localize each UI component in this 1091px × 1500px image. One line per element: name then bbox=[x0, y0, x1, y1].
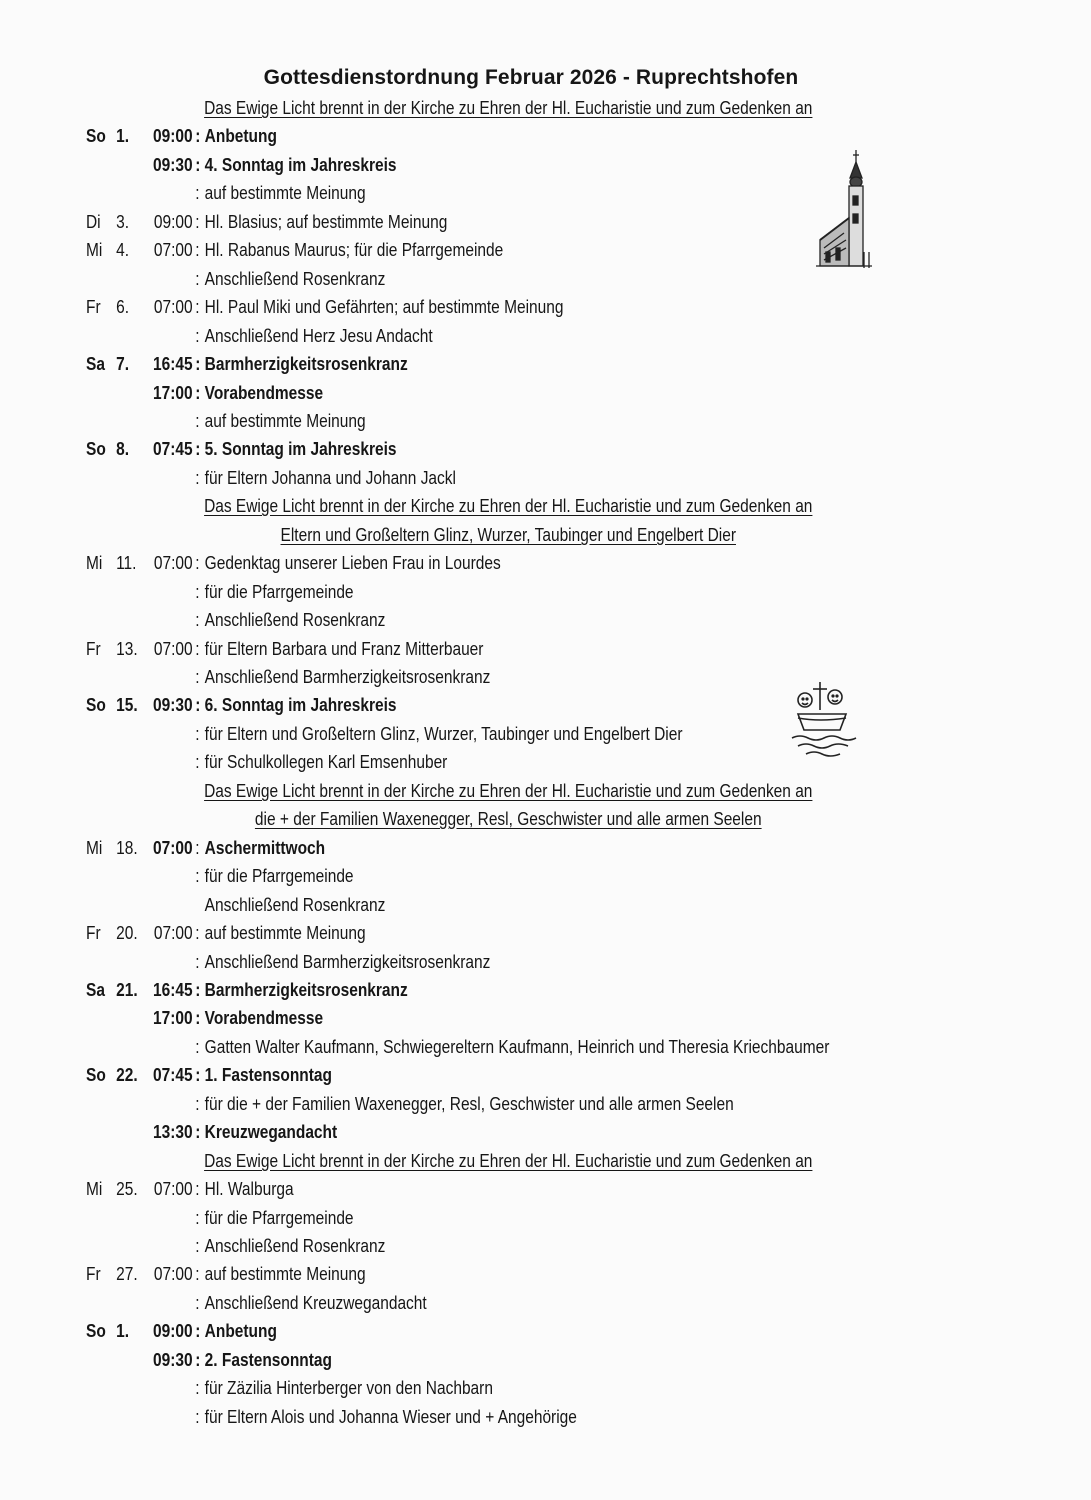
separator: : bbox=[195, 695, 201, 715]
separator: : bbox=[195, 838, 200, 858]
weekday: Mi bbox=[86, 838, 103, 858]
memorial-note-text: die + der Familien Waxenegger, Resl, Geschwister und alle armen Seelen bbox=[254, 809, 762, 829]
service-description: Anschließend Barmherzigkeitsrosenkranz bbox=[204, 952, 491, 972]
separator: : bbox=[195, 1008, 201, 1028]
service-time: 09:00 bbox=[153, 1321, 193, 1341]
separator: : bbox=[195, 439, 201, 459]
day-number: 4. bbox=[116, 240, 130, 260]
service-description: für die + der Familien Waxenegger, Resl, Geschwister und alle armen Seelen bbox=[204, 1094, 734, 1114]
service-description: Vorabendmesse bbox=[204, 1008, 324, 1028]
separator: : bbox=[195, 212, 200, 232]
separator: : bbox=[195, 1037, 200, 1057]
service-time: 07:00 bbox=[153, 838, 193, 858]
memorial-note-text: Das Ewige Licht brennt in der Kirche zu Ehren der Hl. Eucharistie und zum Gedenken an bbox=[204, 1151, 813, 1171]
weekday: So bbox=[86, 1065, 106, 1085]
separator: : bbox=[195, 1065, 201, 1085]
memorial-note bbox=[0, 777, 1017, 805]
service-time: 07:45 bbox=[153, 1065, 193, 1085]
service-description: auf bestimmte Meinung bbox=[204, 183, 366, 203]
service-time: 07:00 bbox=[153, 240, 193, 260]
day-number: 13. bbox=[116, 639, 138, 659]
service-time: 09:30 bbox=[153, 1350, 193, 1370]
day-number: 11. bbox=[116, 553, 137, 573]
memorial-note-text: Eltern und Großeltern Glinz, Wurzer, Taubinger und Engelbert Dier bbox=[280, 525, 736, 545]
separator: : bbox=[195, 1321, 201, 1341]
service-description: Anschließend Herz Jesu Andacht bbox=[204, 326, 433, 346]
separator: : bbox=[195, 1350, 201, 1370]
service-description: auf bestimmte Meinung bbox=[204, 411, 366, 431]
service-description: für Zäzilia Hinterberger von den Nachbarn bbox=[204, 1378, 493, 1398]
weekday: Sa bbox=[86, 354, 105, 374]
day-number: 27. bbox=[116, 1264, 138, 1284]
service-description: für Schulkollegen Karl Emsenhuber bbox=[204, 752, 448, 772]
separator: : bbox=[195, 1293, 200, 1313]
service-description: Gedenktag unserer Lieben Frau in Lourdes bbox=[204, 553, 501, 573]
service-description: 5. Sonntag im Jahreskreis bbox=[204, 439, 397, 459]
separator: : bbox=[195, 1094, 200, 1114]
weekday: Sa bbox=[86, 980, 105, 1000]
service-description: Hl. Rabanus Maurus; für die Pfarrgemeinde bbox=[204, 240, 504, 260]
memorial-note bbox=[0, 1147, 1017, 1175]
church-drawing bbox=[814, 148, 874, 270]
separator: : bbox=[195, 468, 200, 488]
separator: : bbox=[195, 126, 201, 146]
service-time: 17:00 bbox=[153, 383, 193, 403]
service-time: 09:00 bbox=[153, 212, 193, 232]
service-description: auf bestimmte Meinung bbox=[204, 1264, 366, 1284]
service-description: 4. Sonntag im Jahreskreis bbox=[204, 155, 397, 175]
separator: : bbox=[195, 1208, 200, 1228]
service-description: für die Pfarrgemeinde bbox=[204, 582, 354, 602]
separator: : bbox=[195, 667, 200, 687]
separator: : bbox=[195, 582, 200, 602]
service-description: Anschließend Rosenkranz bbox=[204, 610, 386, 630]
service-time: 07:00 bbox=[153, 923, 193, 943]
service-description: 1. Fastensonntag bbox=[204, 1065, 332, 1085]
memorial-note-text: Das Ewige Licht brennt in der Kirche zu Ehren der Hl. Eucharistie und zum Gedenken an bbox=[204, 496, 813, 516]
separator: : bbox=[195, 923, 200, 943]
separator: : bbox=[195, 1236, 200, 1256]
service-time: 16:45 bbox=[153, 980, 193, 1000]
service-description: für Eltern Alois und Johanna Wieser und + Angehörige bbox=[204, 1407, 577, 1427]
separator: : bbox=[195, 240, 200, 260]
separator: : bbox=[195, 752, 200, 772]
separator: : bbox=[195, 724, 200, 744]
memorial-note-text: Das Ewige Licht brennt in der Kirche zu Ehren der Hl. Eucharistie und zum Gedenken an bbox=[204, 781, 813, 801]
service-description: Kreuzwegandacht bbox=[204, 1122, 338, 1142]
service-description: Hl. Blasius; auf bestimmte Meinung bbox=[204, 212, 448, 232]
day-number: 6. bbox=[116, 297, 130, 317]
separator: : bbox=[195, 553, 200, 573]
separator: : bbox=[195, 269, 200, 289]
separator: : bbox=[195, 980, 201, 1000]
separator: : bbox=[195, 1122, 201, 1142]
separator: : bbox=[195, 639, 200, 659]
day-number: 1. bbox=[116, 1321, 130, 1341]
service-description: Anschließend Rosenkranz bbox=[204, 895, 386, 915]
separator: : bbox=[195, 411, 200, 431]
day-number: 20. bbox=[116, 923, 138, 943]
service-time: 09:30 bbox=[153, 155, 193, 175]
weekday: So bbox=[86, 695, 106, 715]
memorial-note bbox=[0, 492, 1017, 520]
service-time: 17:00 bbox=[153, 1008, 193, 1028]
day-number: 3. bbox=[116, 212, 130, 232]
separator: : bbox=[195, 610, 200, 630]
service-description: für die Pfarrgemeinde bbox=[204, 1208, 354, 1228]
weekday: Fr bbox=[86, 923, 101, 943]
weekday: Mi bbox=[86, 1179, 103, 1199]
separator: : bbox=[195, 155, 201, 175]
weekday: So bbox=[86, 439, 106, 459]
weekday: Mi bbox=[86, 240, 103, 260]
service-description: Hl. Walburga bbox=[204, 1179, 294, 1199]
day-number: 1. bbox=[116, 126, 130, 146]
separator: : bbox=[195, 297, 200, 317]
weekday: Di bbox=[86, 212, 101, 232]
service-description: Aschermittwoch bbox=[204, 838, 326, 858]
service-description: Anschließend Rosenkranz bbox=[204, 269, 386, 289]
service-description: Anbetung bbox=[204, 1321, 277, 1341]
service-time: 07:00 bbox=[153, 553, 193, 573]
day-number: 22. bbox=[116, 1065, 138, 1085]
separator: : bbox=[195, 1179, 200, 1199]
memorial-note bbox=[0, 805, 1017, 833]
service-description: Anschließend Kreuzwegandacht bbox=[204, 1293, 427, 1313]
day-number: 7. bbox=[116, 354, 130, 374]
memorial-note bbox=[0, 94, 1017, 122]
service-time: 13:30 bbox=[153, 1122, 193, 1142]
day-number: 21. bbox=[116, 980, 138, 1000]
service-description: für die Pfarrgemeinde bbox=[204, 866, 354, 886]
service-description: Gatten Walter Kaufmann, Schwiegereltern Kaufmann, Heinrich und Theresia Kriechbaumer bbox=[204, 1037, 830, 1057]
service-description: Anschließend Rosenkranz bbox=[204, 1236, 386, 1256]
separator: : bbox=[195, 1407, 200, 1427]
separator: : bbox=[195, 952, 200, 972]
service-time: 07:00 bbox=[153, 1264, 193, 1284]
day-number: 15. bbox=[116, 695, 138, 715]
service-description: 6. Sonntag im Jahreskreis bbox=[204, 695, 397, 715]
service-description: Hl. Paul Miki und Gefährten; auf bestimmte Meinung bbox=[204, 297, 564, 317]
weekday: So bbox=[86, 126, 106, 146]
separator: : bbox=[195, 1378, 200, 1398]
weekday: So bbox=[86, 1321, 106, 1341]
memorial-note-text: Das Ewige Licht brennt in der Kirche zu Ehren der Hl. Eucharistie und zum Gedenken an bbox=[204, 98, 813, 118]
weekday: Fr bbox=[86, 1264, 101, 1284]
service-description: Anschließend Barmherzigkeitsrosenkranz bbox=[204, 667, 491, 687]
separator: : bbox=[195, 383, 201, 403]
service-time: 09:00 bbox=[153, 126, 193, 146]
service-time: 07:00 bbox=[153, 1179, 193, 1199]
service-time: 07:00 bbox=[153, 297, 193, 317]
service-description: auf bestimmte Meinung bbox=[204, 923, 366, 943]
weekday: Fr bbox=[86, 639, 101, 659]
weekday: Mi bbox=[86, 553, 103, 573]
service-description: 2. Fastensonntag bbox=[204, 1350, 332, 1370]
service-description: für Eltern Johanna und Johann Jackl bbox=[204, 468, 456, 488]
separator: : bbox=[195, 1264, 200, 1284]
service-time: 09:30 bbox=[153, 695, 193, 715]
weekday: Fr bbox=[86, 297, 101, 317]
separator: : bbox=[195, 866, 200, 886]
day-number: 8. bbox=[116, 439, 130, 459]
page-title: Gottesdienstordnung Februar 2026 - Ruprechtshofen bbox=[263, 66, 799, 89]
separator: : bbox=[195, 354, 201, 374]
children-boat-drawing bbox=[790, 680, 858, 760]
day-number: 25. bbox=[116, 1179, 138, 1199]
service-description: Barmherzigkeitsrosenkranz bbox=[204, 980, 408, 1000]
day-number: 18. bbox=[116, 838, 138, 858]
service-description: Anbetung bbox=[204, 126, 277, 146]
service-description: für Eltern und Großeltern Glinz, Wurzer, Taubinger und Engelbert Dier bbox=[204, 724, 683, 744]
memorial-note bbox=[0, 521, 1017, 549]
separator: : bbox=[195, 183, 200, 203]
service-time: 16:45 bbox=[153, 354, 193, 374]
service-time: 07:45 bbox=[153, 439, 193, 459]
service-description: Vorabendmesse bbox=[204, 383, 324, 403]
separator: : bbox=[195, 326, 200, 346]
service-description: für Eltern Barbara und Franz Mitterbauer bbox=[204, 639, 484, 659]
service-description: Barmherzigkeitsrosenkranz bbox=[204, 354, 408, 374]
service-time: 07:00 bbox=[153, 639, 193, 659]
